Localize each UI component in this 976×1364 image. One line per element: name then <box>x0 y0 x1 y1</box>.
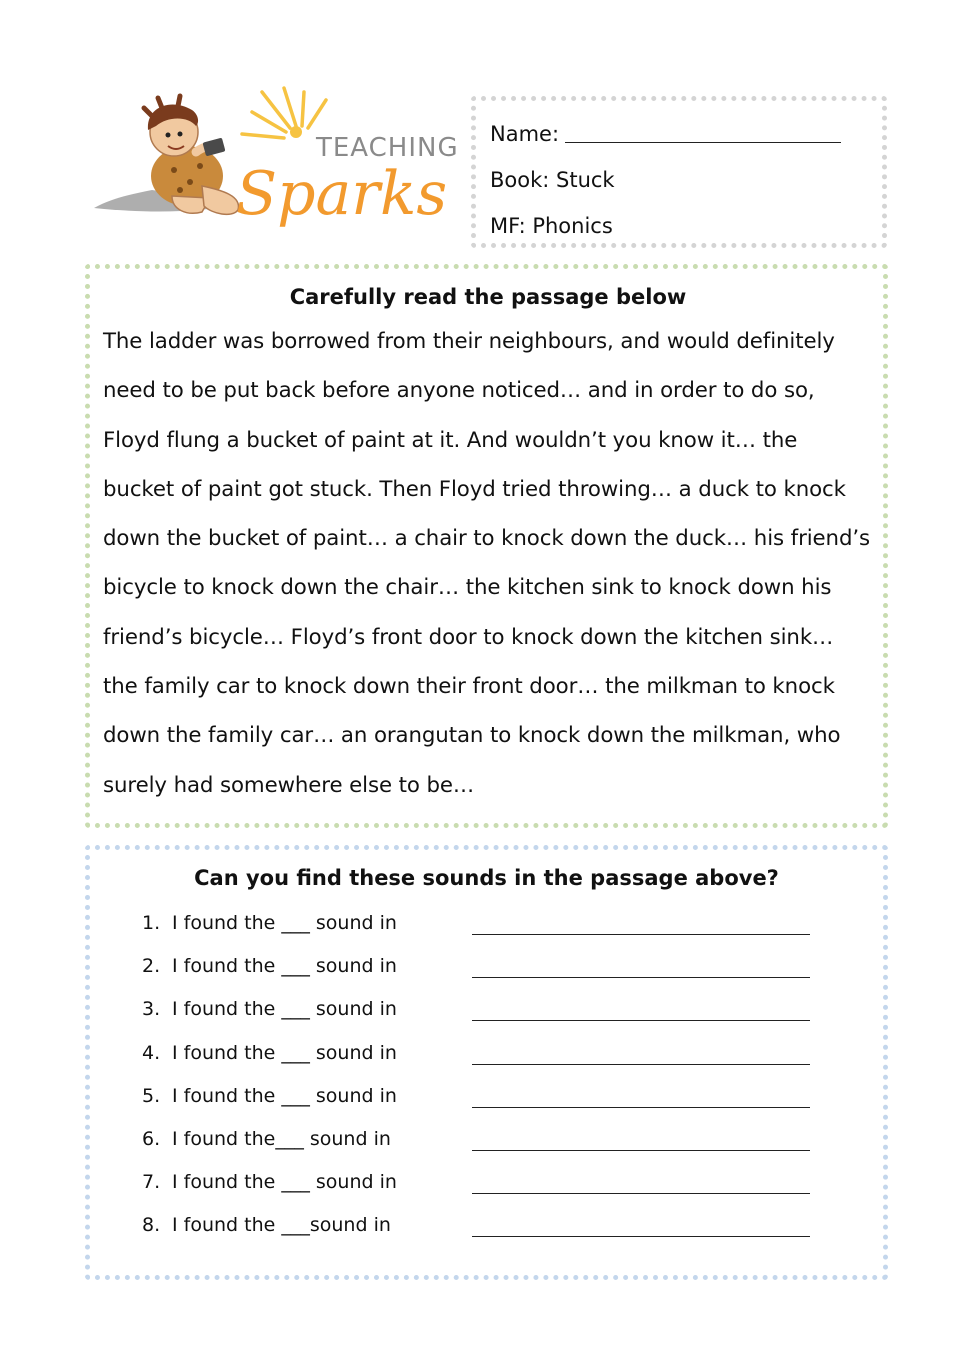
answer-line[interactable] <box>472 1193 810 1194</box>
question-number: 7. <box>142 1171 161 1194</box>
logo-wordmark-bottom: Sparks <box>236 159 448 229</box>
question-item <box>100 908 873 951</box>
question-item <box>100 951 873 994</box>
question-item <box>100 1124 873 1167</box>
question-item <box>100 1210 873 1253</box>
question-number: 2. <box>142 955 161 978</box>
answer-line[interactable] <box>472 1150 810 1151</box>
question-text: I found the___ sound in <box>172 1127 391 1150</box>
questions-box <box>85 845 888 1280</box>
name-row <box>490 111 882 157</box>
question-text: I found the ___ sound in <box>172 955 397 978</box>
question-text: I found the ___ sound in <box>172 1041 397 1064</box>
passage-heading: Carefully read the passage below <box>289 285 687 309</box>
question-text: I found the ___ sound in <box>172 912 397 934</box>
question-text: I found the ___sound in <box>172 1214 391 1237</box>
student-info-box <box>471 96 887 248</box>
question-number: 1. <box>142 912 161 934</box>
book-label: Book: Stuck <box>490 168 615 192</box>
sparks-rays-icon <box>242 88 326 138</box>
name-label: Name: <box>490 122 560 146</box>
questions-heading: Can you find these sounds in the passage above? <box>194 866 779 890</box>
logo-wordmark-top: TEACHING <box>316 133 459 163</box>
question-number: 5. <box>142 1084 161 1107</box>
question-number: 6. <box>142 1127 161 1150</box>
answer-line[interactable] <box>472 1064 810 1065</box>
question-text: I found the ___ sound in <box>172 1171 397 1194</box>
answer-line[interactable] <box>472 934 810 935</box>
answer-line[interactable] <box>472 1020 810 1021</box>
question-list <box>100 908 873 1254</box>
answer-line[interactable] <box>472 1107 810 1108</box>
question-text: I found the ___ sound in <box>172 998 397 1021</box>
mf-label: MF: Phonics <box>490 214 613 238</box>
question-number: 3. <box>142 998 161 1021</box>
question-item <box>100 994 873 1037</box>
passage-text: The ladder was borrowed from their neighbours, and would definitely need to be put back before anyone noticed… and in order to do so, Floyd flung a bucket of paint at it. And wouldn’t you know it… the bucket of paint got stuck. Then Floyd tried throwing… a duck to knock down the bucket of paint… a chair to knock down the duck… his friend’s bicycle to knock down the chair… the kitchen sink to knock down his friend’s bicycle… Floyd’s front door to knock down the kitchen sink… the family car to knock down their front door… the milkman to knock down the family car… an orangutan to knock down the milkman, who surely had somewhere else to be… <box>103 329 871 798</box>
answer-line[interactable] <box>472 1236 810 1237</box>
question-number: 4. <box>142 1041 161 1064</box>
passage-box <box>85 264 888 828</box>
answer-line[interactable] <box>472 977 810 978</box>
question-number: 8. <box>142 1214 161 1237</box>
question-item <box>100 1167 873 1210</box>
name-blank-line[interactable] <box>565 121 841 143</box>
question-item <box>100 1038 873 1081</box>
question-text: I found the ___ sound in <box>172 1084 397 1107</box>
question-item <box>100 1081 873 1124</box>
teaching-sparks-logo <box>92 86 462 232</box>
